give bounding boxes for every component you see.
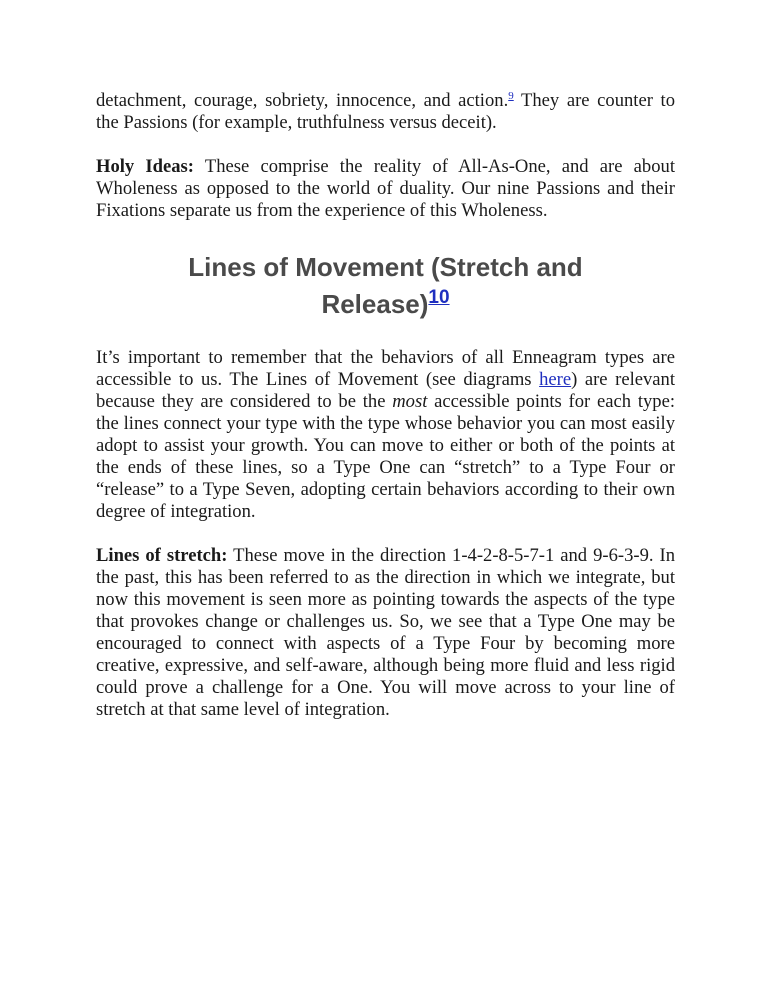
paragraph-text: These comprise the reality of All-As-One, and are about Wholeness as opposed to the world of duality. Our nine Passions and their Fixations separate us from the experience of this Wholeness. <box>96 156 675 221</box>
paragraph-holy-ideas <box>96 156 675 222</box>
diagrams-link[interactable]: here <box>539 369 572 390</box>
paragraph-lead: Lines of stretch: <box>96 545 228 566</box>
paragraph-text: These move in the direction 1-4-2-8-5-7-1 and 9-6-3-9. In the past, this has been referred to as the direction in which we integrate, but now this movement is seen more as pointing towards the aspects of the type that provokes change or challenges us. So, we see that a Type One may be encouraged to connect with aspects of a Type Four by becoming more creative, expressive, and self-aware, although being more fluid and less rigid could prove a challenge for a One. You will move across to your line of stretch at that same level of integration. <box>96 545 675 720</box>
document-page <box>96 90 675 721</box>
heading-line-2 <box>96 286 675 323</box>
paragraph-text: They are counter to the Passions (for example, truthfulness versus deceit). <box>96 90 675 133</box>
heading-line-1: Lines of Movement (Stretch and <box>188 252 583 282</box>
heading-text: Release) <box>321 289 429 319</box>
paragraph-text: ) are relevant because they are considered to be the <box>96 369 676 412</box>
paragraph-text: detachment, courage, sobriety, innocence, and action. <box>96 90 509 111</box>
paragraph-lead: Holy Ideas: <box>96 156 194 177</box>
paragraph-lines-intro <box>96 347 675 523</box>
emphasis-text: most <box>392 391 428 412</box>
paragraph-lines-of-stretch <box>96 545 675 721</box>
paragraph-text: It’s important to remember that the behaviors of all Enneagram types are accessible to us. The Lines of Movement (see diagrams <box>96 347 675 390</box>
footnote-link-9[interactable]: 9 <box>508 90 514 102</box>
footnote-link-10[interactable]: 10 <box>428 287 450 308</box>
paragraph-virtues <box>96 90 675 134</box>
section-heading <box>96 249 675 323</box>
paragraph-text: accessible points for each type: the lines connect your type with the type whose behavior you can most easily adopt to assist your growth. You can move to either or both of the points at the ends of these lines, so a Type One can “stretch” to a Type Four or “release” to a Type Seven, adopting certain behaviors according to their own degree of integration. <box>96 391 676 522</box>
footnote-ref-10[interactable] <box>428 287 449 308</box>
